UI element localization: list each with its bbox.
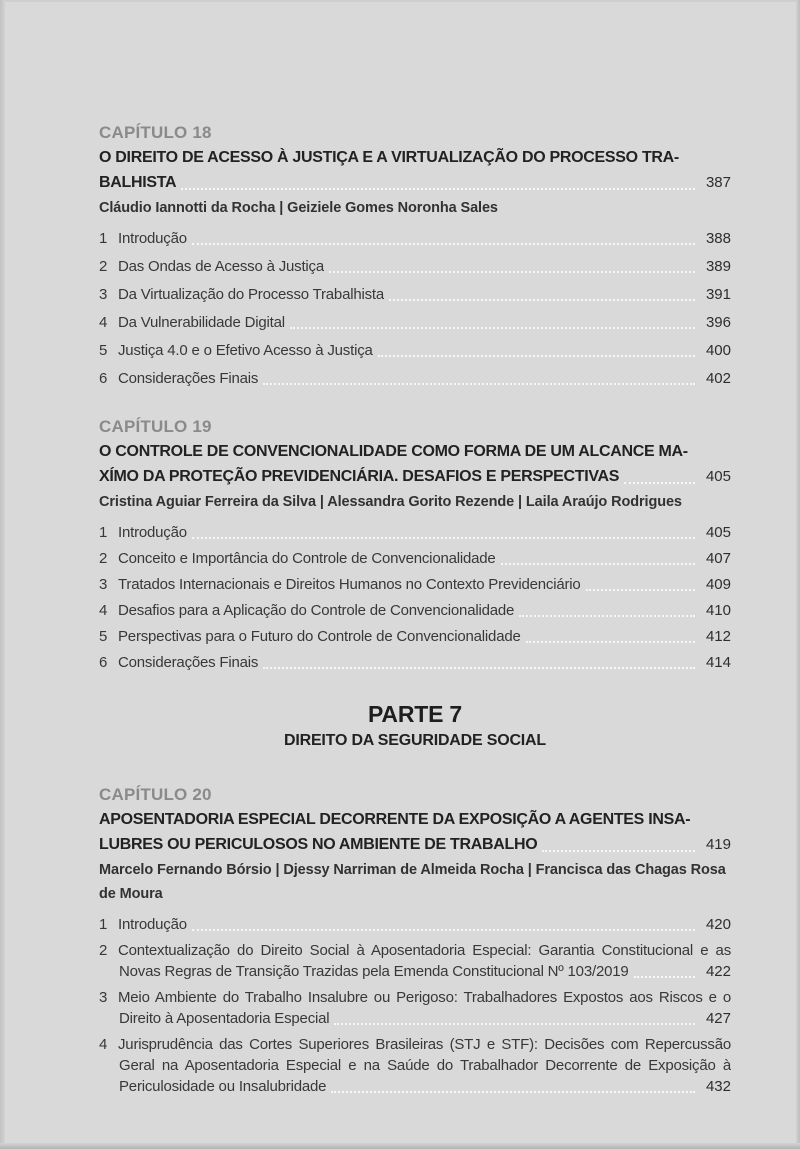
entry-title: Novas Regras de Transição Trazidas pela Emenda Constitucional Nº 103/2019: [119, 963, 629, 980]
toc-entry-line: [99, 312, 731, 333]
entry-number: 1: [99, 230, 108, 247]
toc-entry: [99, 522, 731, 543]
chapter-section: [99, 783, 731, 1097]
entry-title: Geral na Aposentadoria Especial e na Saúde do Trabalhador Decorrente de Exposição à: [119, 1057, 731, 1074]
toc-entry-line: [99, 228, 731, 249]
toc-entry-list: [99, 228, 731, 389]
page-number: 400: [705, 342, 731, 359]
entry-number: 6: [99, 370, 108, 387]
chapter-title-line: [99, 170, 731, 195]
dot-leader: [389, 299, 695, 301]
entry-title: Introdução: [118, 524, 187, 541]
toc-entry-line: [99, 284, 731, 305]
entry-title: Da Virtualização do Processo Trabalhista: [118, 286, 385, 303]
page-number: 412: [705, 628, 731, 645]
chapter-title-text: O CONTROLE DE CONVENCIONALIDADE COMO FORMA DE UM ALCANCE MA-: [99, 443, 688, 460]
toc-entry-line: [99, 626, 731, 647]
entry-number: 5: [99, 342, 108, 359]
entry-title: Jurisprudência das Cortes Superiores Brasileiras (STJ e STF): Decisões com Repercussão: [118, 1036, 731, 1053]
toc-entry: [99, 600, 731, 621]
entry-title: Introdução: [118, 916, 187, 933]
dot-leader: [263, 667, 695, 669]
dot-leader: [634, 976, 695, 978]
page-number: 410: [705, 602, 731, 619]
toc-entry: [99, 914, 731, 935]
entry-number: 4: [99, 314, 108, 331]
page-number: 432: [705, 1078, 731, 1095]
toc-entry-line: [99, 1076, 731, 1097]
entry-title: Introdução: [118, 230, 187, 247]
page-number: 402: [705, 370, 731, 387]
page-number: 389: [705, 258, 731, 275]
toc-entry-line: [99, 368, 731, 389]
dot-leader: [586, 589, 695, 591]
toc-entry-line: [99, 1008, 731, 1029]
dot-leader: [192, 929, 695, 931]
dot-leader: [519, 615, 695, 617]
chapter-title-line: [99, 832, 731, 857]
entry-number: 5: [99, 628, 108, 645]
toc-entry: [99, 340, 731, 361]
toc-entry: [99, 652, 731, 673]
page-number: 387: [705, 174, 731, 191]
page-number: 414: [705, 654, 731, 671]
toc-entry-list: [99, 914, 731, 1097]
page-number: 388: [705, 230, 731, 247]
chapter-authors: Marcelo Fernando Bórsio | Djessy Narriman de Almeida Rocha | Francisca das Chagas Rosa: [99, 862, 726, 878]
chapter-title-line: [99, 807, 731, 832]
page-number: 391: [705, 286, 731, 303]
toc-entry-line: [99, 600, 731, 621]
toc-entry-line: [99, 340, 731, 361]
toc-entry: [99, 312, 731, 333]
entry-title: Direito à Aposentadoria Especial: [119, 1010, 330, 1027]
entry-number: 3: [99, 286, 108, 303]
page-number: 405: [705, 524, 731, 541]
chapter-title-text: O DIREITO DE ACESSO À JUSTIÇA E A VIRTUALIZAÇÃO DO PROCESSO TRA-: [99, 149, 679, 166]
chapter-authors: Cláudio Iannotti da Rocha | Geiziele Gomes Noronha Sales: [99, 200, 498, 216]
scan-edge-top: [0, 0, 800, 2]
toc-entry-line: [99, 987, 731, 1008]
entry-number: 2: [99, 550, 108, 567]
toc-entry-line: [99, 1055, 731, 1076]
chapter-section: [99, 121, 731, 389]
part-divider: [99, 699, 731, 753]
toc-entry: [99, 284, 731, 305]
entry-number: 3: [99, 576, 108, 593]
entry-title: Tratados Internacionais e Direitos Humanos no Contexto Previdenciário: [118, 576, 581, 593]
entry-number: 4: [99, 602, 108, 619]
entry-title: Considerações Finais: [118, 654, 259, 671]
page-number: 427: [705, 1010, 731, 1027]
toc-entry-line: [99, 961, 731, 982]
dot-leader: [329, 271, 695, 273]
dot-leader: [192, 243, 695, 245]
entry-number: 1: [99, 524, 108, 541]
toc-entry: [99, 228, 731, 249]
entry-title: Conceito e Importância do Controle de Convencionalidade: [118, 550, 496, 567]
page-number: 407: [705, 550, 731, 567]
entry-title: Das Ondas de Acesso à Justiça: [118, 258, 324, 275]
entry-title: Contextualização do Direito Social à Aposentadoria Especial: Garantia Constitucional e as: [118, 942, 731, 959]
entry-number: 4: [99, 1036, 108, 1053]
entry-number: 3: [99, 989, 108, 1006]
toc-entry-line: [99, 914, 731, 935]
toc-entry: [99, 548, 731, 569]
entry-title: Periculosidade ou Insalubridade: [119, 1078, 327, 1095]
entry-title: Perspectivas para o Futuro do Controle de Convencionalidade: [118, 628, 521, 645]
chapter-title-text: XÍMO DA PROTEÇÃO PREVIDENCIÁRIA. DESAFIOS E PERSPECTIVAS: [99, 468, 620, 485]
entry-number: 1: [99, 916, 108, 933]
entry-title: Considerações Finais: [118, 370, 259, 387]
dot-leader: [334, 1023, 695, 1025]
scan-edge-bottom: [0, 1143, 800, 1149]
dot-leader: [526, 641, 695, 643]
chapter-title-text: APOSENTADORIA ESPECIAL DECORRENTE DA EXPOSIÇÃO A AGENTES INSA-: [99, 811, 691, 828]
page-number: 419: [705, 836, 731, 853]
chapter-kicker: CAPÍTULO 18: [99, 123, 212, 142]
page-number: 396: [705, 314, 731, 331]
toc-entry-list: [99, 522, 731, 673]
toc-entry-line: [99, 652, 731, 673]
entry-title: Da Vulnerabilidade Digital: [118, 314, 285, 331]
toc-entry: [99, 940, 731, 982]
toc-entry-line: [99, 574, 731, 595]
part-title: PARTE 7: [367, 701, 463, 727]
toc-entry: [99, 987, 731, 1029]
toc-entry: [99, 626, 731, 647]
toc-entry-line: [99, 1034, 731, 1055]
chapter-kicker: CAPÍTULO 19: [99, 417, 212, 436]
dot-leader: [263, 383, 695, 385]
chapter-title-text: BALHISTA: [99, 174, 177, 191]
toc-entry-line: [99, 522, 731, 543]
chapter-title-line: [99, 464, 731, 489]
chapter-authors: Cristina Aguiar Ferreira da Silva | Alessandra Gorito Rezende | Laila Araújo Rodrigues: [99, 494, 682, 510]
page-number: 420: [705, 916, 731, 933]
chapter-title-line: [99, 439, 731, 464]
toc-entry-line: [99, 548, 731, 569]
chapter-title-text: LUBRES OU PERICULOSOS NO AMBIENTE DE TRABALHO: [99, 836, 538, 853]
dot-leader: [290, 327, 695, 329]
toc-entry: [99, 368, 731, 389]
dot-leader: [181, 188, 695, 190]
chapter-title-line: [99, 145, 731, 170]
part-subtitle: DIREITO DA SEGURIDADE SOCIAL: [284, 732, 546, 749]
entry-number: 2: [99, 258, 108, 275]
dot-leader: [624, 482, 695, 484]
chapter-section: [99, 415, 731, 673]
toc-entry-line: [99, 256, 731, 277]
entry-title: Meio Ambiente do Trabalho Insalubre ou Perigoso: Trabalhadores Expostos aos Riscos e o: [118, 989, 731, 1006]
dot-leader: [501, 563, 695, 565]
entry-number: 2: [99, 942, 108, 959]
toc-entry: [99, 1034, 731, 1097]
scan-edge-left: [0, 0, 5, 1149]
entry-title: Desafios para a Aplicação do Controle de Convencionalidade: [118, 602, 515, 619]
toc-entry: [99, 574, 731, 595]
dot-leader: [192, 537, 695, 539]
dot-leader: [542, 850, 695, 852]
dot-leader: [331, 1091, 695, 1093]
scan-edge-right: [796, 0, 800, 1149]
page-number: 409: [705, 576, 731, 593]
entry-title: Justiça 4.0 e o Efetivo Acesso à Justiça: [118, 342, 373, 359]
toc-entry-line: [99, 940, 731, 961]
table-of-contents: [99, 121, 731, 1123]
chapter-authors: de Moura: [99, 886, 163, 902]
chapter-kicker: CAPÍTULO 20: [99, 785, 212, 804]
toc-entry: [99, 256, 731, 277]
page-number: 422: [705, 963, 731, 980]
entry-number: 6: [99, 654, 108, 671]
page-number: 405: [705, 468, 731, 485]
dot-leader: [378, 355, 695, 357]
